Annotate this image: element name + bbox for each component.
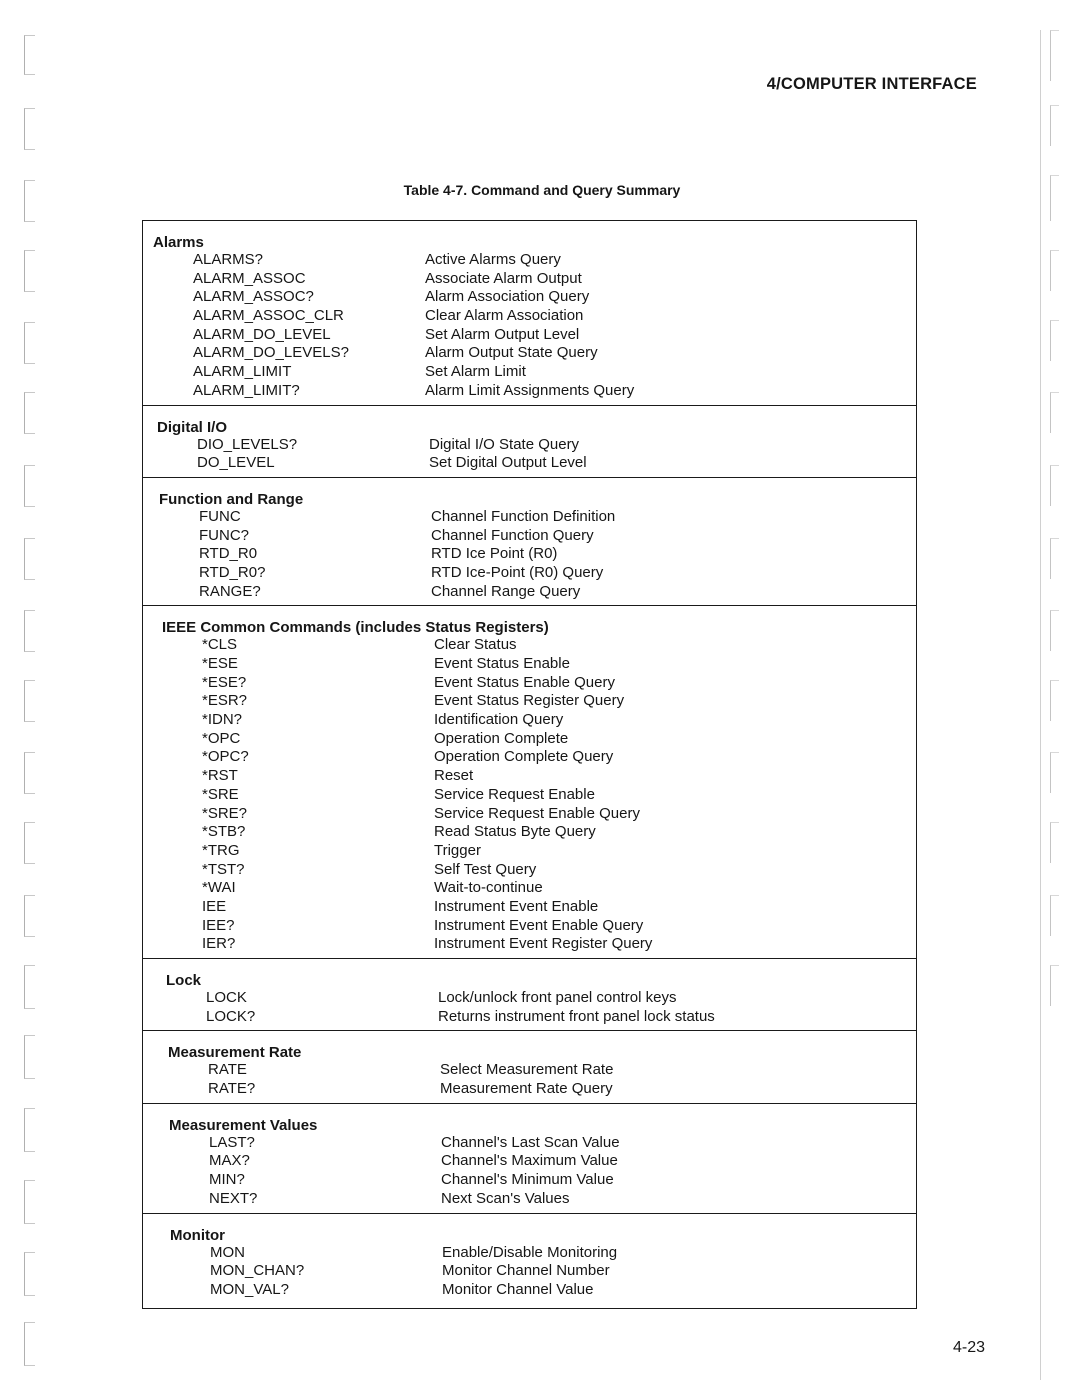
command-row	[143, 363, 916, 382]
command-description: Self Test Query	[434, 860, 537, 878]
command-section	[143, 959, 916, 1031]
command-description: Read Status Byte Query	[434, 823, 596, 841]
command-description: Channel's Last Scan Value	[441, 1133, 620, 1151]
section-title: Measurement Rate	[168, 1044, 302, 1062]
command-row	[147, 454, 916, 473]
section-title: Function and Range	[159, 490, 304, 508]
section-title: Lock	[166, 972, 202, 989]
command-row	[143, 344, 916, 363]
margin-mark	[24, 1180, 35, 1224]
command-row	[152, 917, 916, 936]
command-name: LAST?	[209, 1133, 255, 1151]
command-name: *OPC	[202, 729, 241, 747]
command-section	[143, 221, 916, 406]
command-row	[143, 251, 916, 270]
command-row	[159, 1152, 916, 1171]
margin-mark	[1050, 610, 1059, 651]
margin-mark	[1050, 538, 1059, 579]
command-row	[152, 898, 916, 917]
command-description: Alarm Association Query	[425, 288, 590, 306]
command-description: Service Request Enable Query	[434, 804, 640, 822]
command-description: Identification Query	[434, 711, 564, 729]
command-row	[152, 711, 916, 730]
command-row	[159, 1134, 916, 1153]
command-description: Instrument Event Enable Query	[434, 916, 644, 934]
command-name: *OPC?	[202, 748, 249, 766]
command-name: *IDN?	[202, 711, 243, 729]
margin-mark	[24, 538, 35, 580]
command-row	[160, 1281, 916, 1300]
margin-mark	[24, 250, 35, 292]
command-row	[152, 805, 916, 824]
command-row	[152, 842, 916, 861]
command-row	[152, 861, 916, 880]
command-description: Lock/unlock front panel control keys	[438, 989, 677, 1006]
margin-mark	[24, 1322, 35, 1366]
command-name: *STB?	[202, 823, 246, 841]
command-summary-table	[142, 220, 917, 1309]
margin-mark	[24, 895, 35, 937]
command-name: ALARM_LIMIT?	[193, 381, 300, 399]
command-row	[143, 382, 916, 401]
command-description: Instrument Event Enable	[434, 897, 599, 915]
command-row	[149, 527, 916, 546]
command-row	[152, 823, 916, 842]
command-row	[152, 655, 916, 674]
margin-mark	[1050, 250, 1059, 291]
command-description: Select Measurement Rate	[440, 1061, 614, 1079]
command-name: ALARM_LIMIT	[193, 363, 292, 381]
command-row	[152, 674, 916, 693]
command-description: Channel Function Definition	[431, 507, 616, 525]
command-name: *ESE?	[202, 673, 247, 691]
margin-mark	[1050, 392, 1059, 433]
command-name: *WAI	[202, 879, 236, 897]
command-description: Measurement Rate Query	[440, 1080, 613, 1098]
command-row	[143, 288, 916, 307]
command-description: Alarm Output State Query	[425, 344, 598, 362]
margin-mark	[1050, 822, 1059, 863]
margin-mark	[24, 322, 35, 364]
page-number: 4-23	[953, 1339, 986, 1356]
command-description: Channel Function Query	[431, 526, 594, 544]
chapter-header: 4/COMPUTER INTERFACE	[766, 75, 977, 93]
command-description: Wait-to-continue	[434, 879, 543, 897]
command-description: Monitor Channel Value	[442, 1280, 594, 1298]
command-section	[143, 606, 916, 959]
command-name: FUNC	[199, 507, 241, 525]
command-description: Instrument Event Register Query	[434, 935, 653, 953]
margin-mark	[1050, 752, 1059, 793]
command-description: Channel's Minimum Value	[441, 1171, 614, 1189]
command-name: MIN?	[209, 1171, 245, 1189]
command-description: Digital I/O State Query	[429, 435, 580, 453]
command-name: RATE	[208, 1061, 247, 1079]
command-name: RTD_R0?	[199, 563, 266, 581]
command-description: Set Digital Output Level	[429, 454, 587, 472]
margin-mark	[1050, 105, 1059, 146]
command-row	[149, 508, 916, 527]
command-name: ALARM_ASSOC?	[193, 288, 314, 306]
section-title: Alarms	[153, 234, 204, 251]
margin-mark	[24, 465, 35, 507]
margin-mark	[24, 610, 35, 652]
section-title: Monitor	[170, 1226, 225, 1244]
command-row	[159, 1190, 916, 1209]
margin-mark	[24, 752, 35, 794]
command-description: Event Status Enable	[434, 655, 570, 672]
command-row	[160, 1244, 916, 1263]
command-row	[152, 935, 916, 954]
command-section	[143, 478, 916, 606]
command-description: Reset	[434, 767, 474, 785]
command-row	[156, 1008, 916, 1027]
command-description: Next Scan's Values	[441, 1189, 570, 1207]
section-title: IEEE Common Commands (includes Status Registers)	[162, 619, 549, 637]
command-name: *ESR?	[202, 692, 248, 710]
command-description: Trigger	[434, 841, 481, 859]
command-name: LOCK?	[206, 1007, 256, 1025]
margin-mark	[24, 680, 35, 722]
margin-mark	[24, 822, 35, 864]
margin-mark	[1050, 680, 1059, 721]
command-name: IER?	[202, 935, 236, 953]
command-description: Set Alarm Output Level	[425, 325, 580, 343]
command-name: MON_VAL?	[210, 1280, 289, 1298]
margin-mark	[24, 35, 35, 75]
command-name: IEE	[202, 897, 227, 915]
command-row	[147, 436, 916, 455]
command-section	[143, 1104, 916, 1214]
command-name: LOCK	[206, 989, 247, 1006]
command-description: Event Status Register Query	[434, 692, 625, 710]
command-description: Event Status Enable Query	[434, 673, 615, 691]
command-name: DO_LEVEL	[197, 454, 275, 472]
command-name: MON_CHAN?	[210, 1262, 305, 1280]
command-row	[149, 545, 916, 564]
command-description: Monitor Channel Number	[442, 1262, 610, 1280]
command-row	[156, 989, 916, 1008]
command-row	[149, 564, 916, 583]
command-name: *SRE?	[202, 804, 248, 822]
command-name: DIO_LEVELS?	[197, 435, 298, 453]
margin-mark	[24, 1252, 35, 1296]
margin-mark	[24, 1108, 35, 1152]
command-name: MAX?	[209, 1152, 250, 1170]
command-row	[143, 307, 916, 326]
command-row	[152, 748, 916, 767]
command-name: IEE?	[202, 916, 235, 934]
command-name: *TRG	[202, 841, 240, 859]
command-name: FUNC?	[199, 526, 250, 544]
command-name: *TST?	[202, 860, 245, 878]
command-description: Service Request Enable	[434, 785, 595, 803]
command-description: Channel's Maximum Value	[441, 1152, 618, 1170]
command-description: Operation Complete Query	[434, 748, 614, 766]
command-description: Operation Complete	[434, 729, 569, 747]
command-name: ALARM_DO_LEVELS?	[193, 344, 349, 362]
command-name: *SRE	[202, 785, 239, 803]
command-section	[143, 1214, 916, 1308]
command-name: ALARMS?	[193, 251, 264, 268]
command-name: *RST	[202, 767, 238, 785]
command-description: RTD Ice-Point (R0) Query	[431, 563, 604, 581]
command-name: ALARM_ASSOC_CLR	[193, 307, 344, 325]
margin-mark	[1050, 965, 1059, 1006]
command-description: Clear Status	[434, 636, 517, 654]
command-name: NEXT?	[209, 1189, 258, 1207]
section-title: Measurement Values	[169, 1116, 318, 1134]
command-name: RATE?	[208, 1080, 256, 1098]
command-row	[152, 730, 916, 749]
command-section	[143, 406, 916, 478]
command-row	[152, 879, 916, 898]
command-row	[152, 636, 916, 655]
margin-mark	[24, 965, 35, 1009]
command-row	[143, 270, 916, 289]
margin-mark	[1050, 30, 1059, 81]
margin-mark	[1050, 895, 1059, 936]
command-description: Set Alarm Limit	[425, 363, 526, 381]
command-row	[158, 1080, 916, 1099]
command-name: MON	[210, 1243, 245, 1261]
margin-mark	[24, 108, 35, 150]
command-name: ALARM_ASSOC	[193, 269, 306, 287]
margin-mark	[1050, 465, 1059, 506]
right-edge-line	[1040, 30, 1041, 1380]
command-section	[143, 1031, 916, 1103]
margin-mark	[1050, 320, 1059, 361]
command-description: Active Alarms Query	[425, 251, 561, 268]
command-row	[149, 583, 916, 602]
command-name: ALARM_DO_LEVEL	[193, 325, 331, 343]
section-title: Digital I/O	[157, 418, 228, 436]
command-name: RTD_R0	[199, 545, 258, 563]
command-name: RANGE?	[199, 582, 261, 600]
margin-mark	[24, 1035, 35, 1079]
command-row	[143, 326, 916, 345]
command-row	[160, 1262, 916, 1281]
command-description: Enable/Disable Monitoring	[442, 1243, 618, 1261]
command-row	[152, 767, 916, 786]
command-name: *ESE	[202, 655, 238, 672]
command-row	[159, 1171, 916, 1190]
command-description: Clear Alarm Association	[425, 307, 584, 325]
command-row	[158, 1061, 916, 1080]
margin-mark	[24, 392, 35, 434]
command-row	[152, 692, 916, 711]
command-row	[152, 786, 916, 805]
table-title: Table 4-7. Command and Query Summary	[403, 182, 681, 198]
command-description: Alarm Limit Assignments Query	[425, 381, 635, 399]
command-description: Returns instrument front panel lock status	[438, 1007, 715, 1025]
command-description: Associate Alarm Output	[425, 269, 582, 287]
command-name: *CLS	[202, 636, 238, 654]
command-description: Channel Range Query	[431, 582, 581, 600]
command-description: RTD Ice Point (R0)	[431, 545, 558, 563]
